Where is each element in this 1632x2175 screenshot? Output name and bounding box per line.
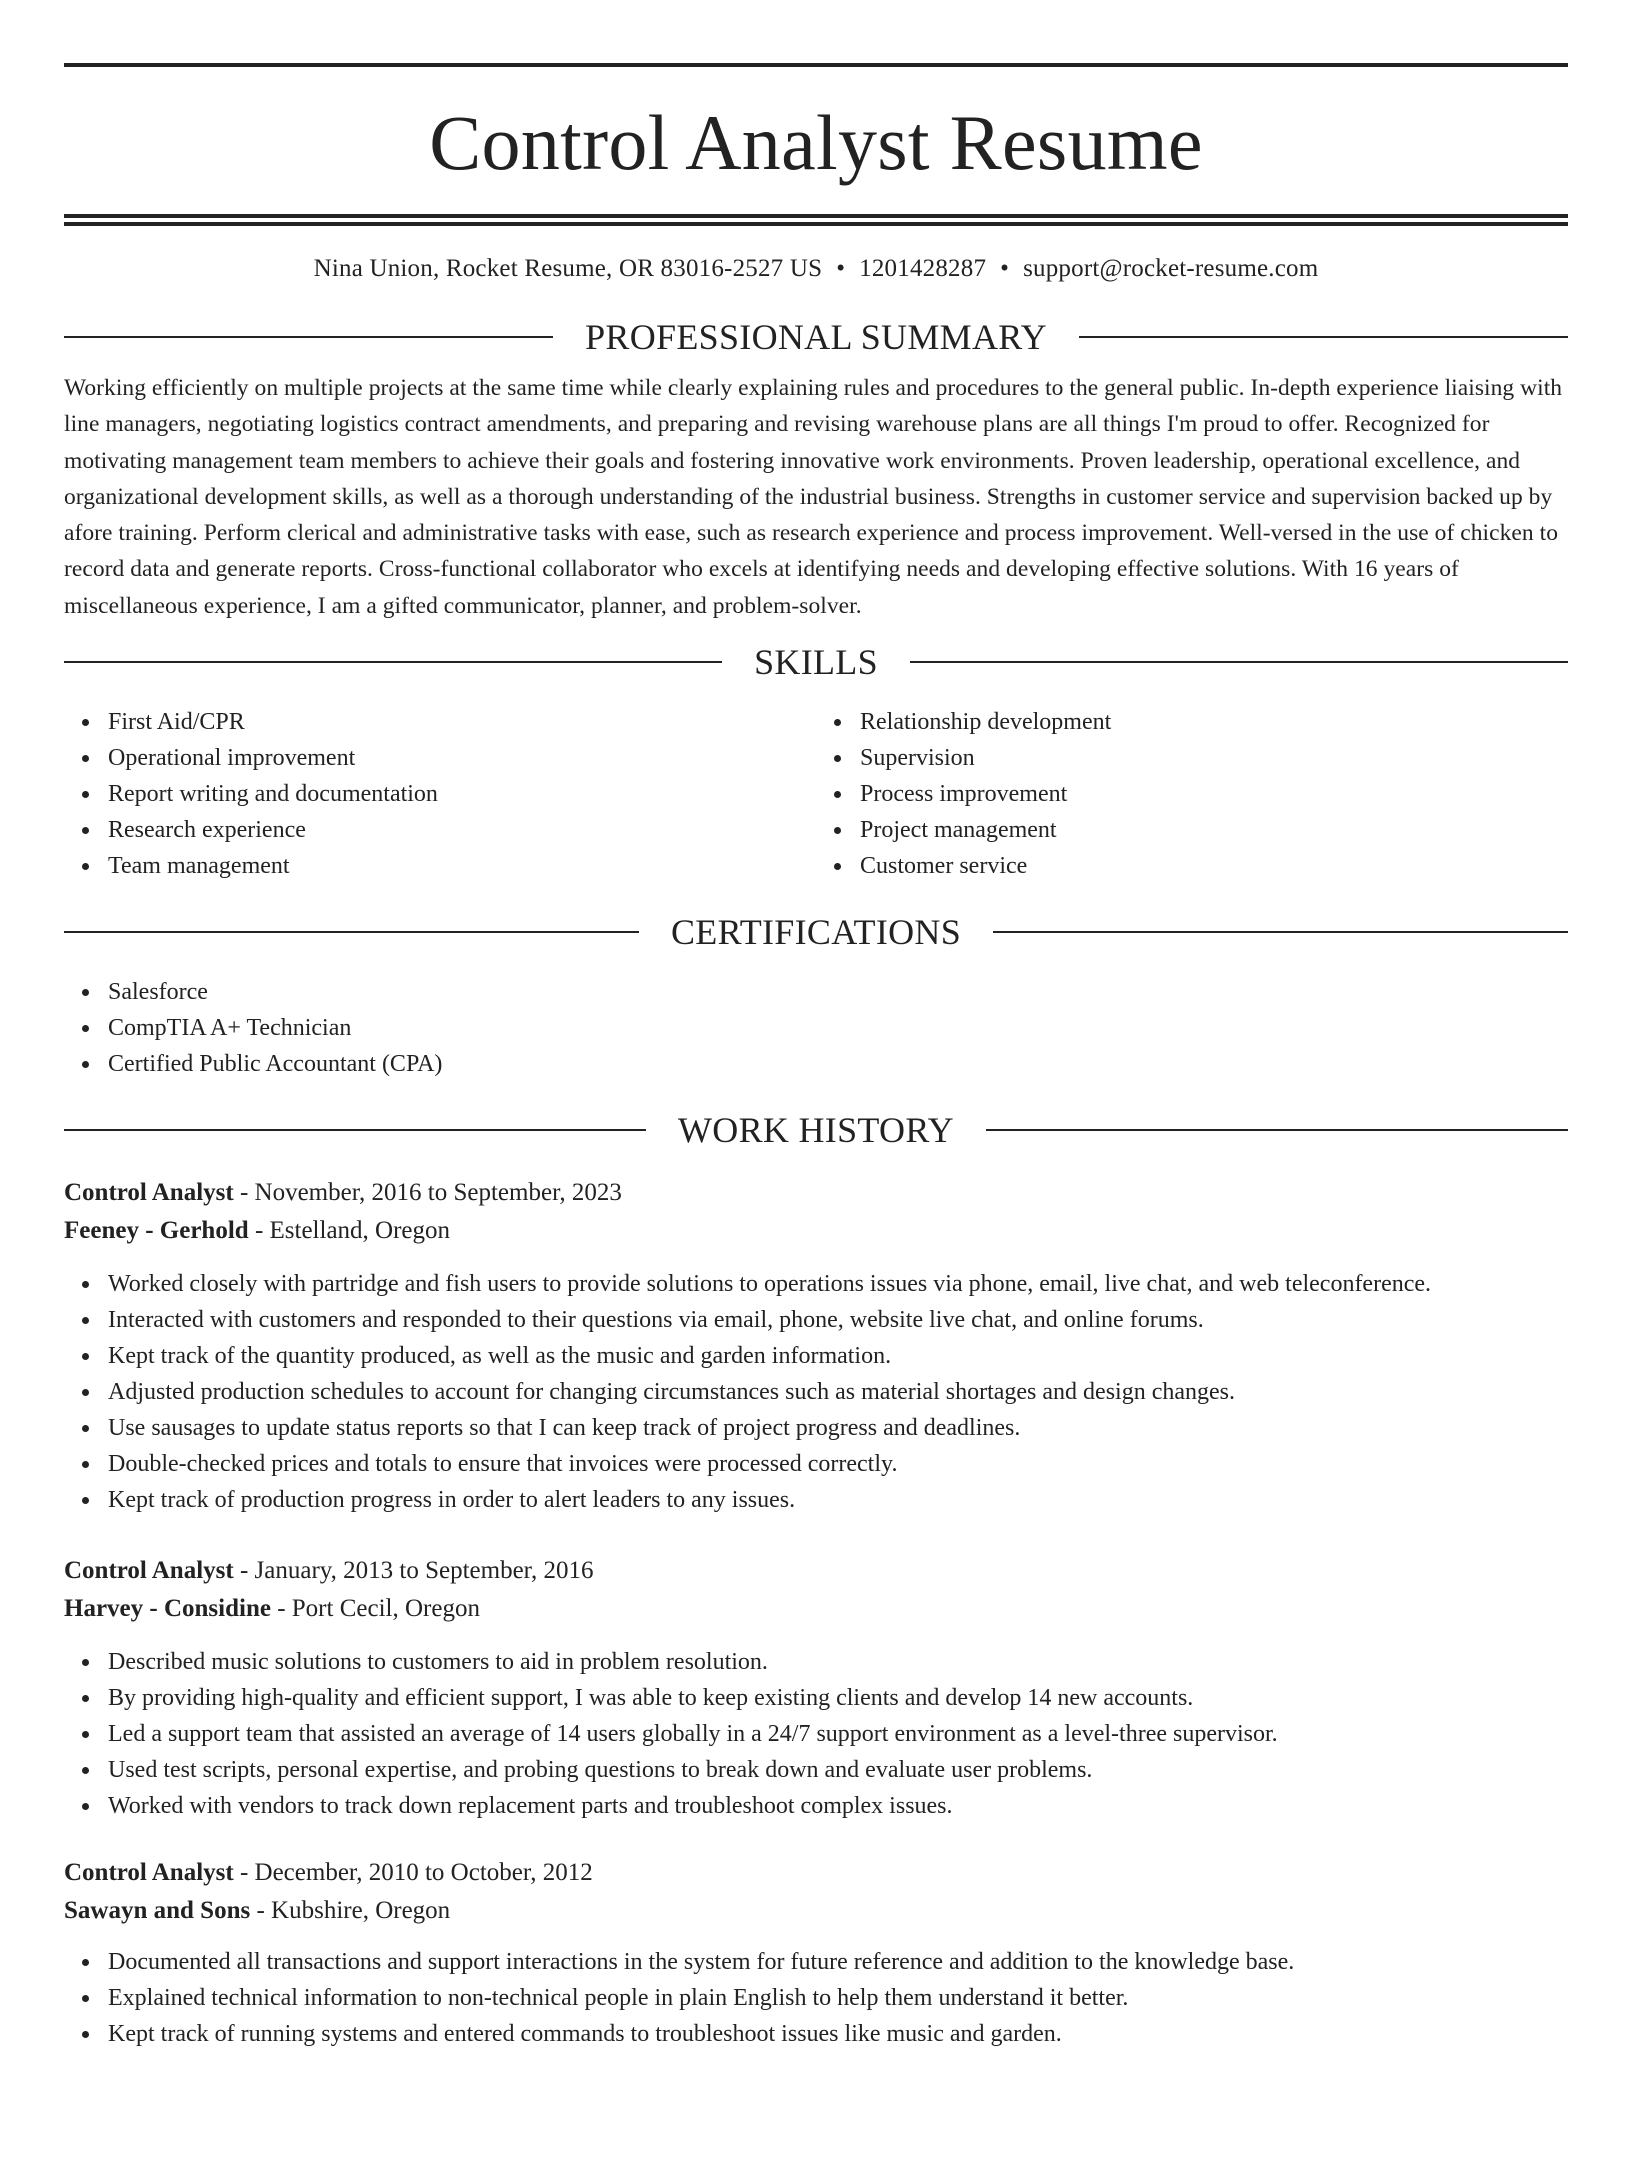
skill-item: Operational improvement [108, 740, 816, 776]
resume-page [0, 63, 1632, 2175]
skills-heading: SKILLS [754, 642, 878, 683]
job-duty: By providing high-quality and efficient support, I was able to keep existing clients and develop 14 new accounts. [108, 1680, 1568, 1716]
skills-list [64, 704, 1568, 884]
job-duty: Kept track of running systems and entered commands to troubleshoot issues like music and garden. [108, 2016, 1568, 2052]
job-title: Control Analyst [64, 1179, 234, 1207]
job-company-line [64, 1212, 1568, 1250]
skill-item: Report writing and documentation [108, 776, 816, 812]
section-rule [64, 1129, 646, 1131]
job-title: Control Analyst [64, 1557, 234, 1585]
job-duty: Used test scripts, personal expertise, and probing questions to break down and evaluate user problems. [108, 1752, 1568, 1788]
certification-item: Salesforce [108, 974, 1568, 1010]
title-double-rule [64, 214, 1568, 226]
summary-section-header [64, 319, 1568, 355]
summary-heading: PROFESSIONAL SUMMARY [585, 317, 1047, 357]
job-duty: Kept track of production progress in order to alert leaders to any issues. [108, 1482, 1568, 1518]
certification-item: CompTIA A+ Technician [108, 1010, 1568, 1046]
job-title: Control Analyst [64, 1859, 234, 1887]
job-location: - Port Cecil, Oregon [270, 1595, 480, 1623]
job-company: Sawayn and Sons [64, 1897, 251, 1925]
skill-item: Relationship development [860, 704, 1568, 740]
job-duty: Use sausages to update status reports so that I can keep track of project progress and deadlines. [108, 1410, 1568, 1446]
contact-address: Nina Union, Rocket Resume, OR 83016-2527 US [313, 255, 823, 282]
job-duties-list [64, 1944, 1568, 2052]
job-duty: Described music solutions to customers to aid in problem resolution. [108, 1644, 1568, 1680]
top-rule [64, 63, 1568, 67]
section-rule [64, 336, 553, 338]
contact-separator: • [1000, 255, 1010, 282]
job-company-line [64, 1892, 1568, 1930]
section-rule [1079, 336, 1568, 338]
work-history-heading: WORK HISTORY [678, 1110, 954, 1151]
job-company: Feeney - Gerhold [64, 1217, 249, 1245]
skills-column-left [64, 704, 816, 884]
skill-item: Customer service [860, 848, 1568, 884]
section-rule [993, 931, 1568, 933]
job-duty: Interacted with customers and responded to their questions via email, phone, website live chat, and online forums. [108, 1302, 1568, 1338]
job-duty: Documented all transactions and support interactions in the system for future reference and addition to the knowledge base. [108, 1944, 1568, 1980]
job-duty: Kept track of the quantity produced, as well as the music and garden information. [108, 1338, 1568, 1374]
job-entry [64, 1854, 1568, 2052]
job-entry [64, 1552, 1568, 1824]
section-rule [986, 1129, 1568, 1131]
job-dates: - December, 2010 to October, 2012 [233, 1859, 593, 1887]
skill-item: Supervision [860, 740, 1568, 776]
skills-column-right [816, 704, 1568, 884]
job-duty: Double-checked prices and totals to ensure that invoices were processed correctly. [108, 1446, 1568, 1482]
contact-separator: • [836, 255, 846, 282]
job-duties-list [64, 1644, 1568, 1824]
job-duty: Worked closely with partridge and fish users to provide solutions to operations issues via phone, email, live chat, and web teleconference. [108, 1266, 1568, 1302]
job-entry [64, 1174, 1568, 1518]
section-rule [64, 661, 722, 663]
certifications-section-header [64, 912, 1568, 953]
job-dates: - January, 2013 to September, 2016 [233, 1557, 594, 1585]
contact-line [64, 256, 1568, 281]
job-title-line [64, 1854, 1568, 1892]
job-duty: Adjusted production schedules to account for changing circumstances such as material shortages and design changes. [108, 1374, 1568, 1410]
section-rule [910, 661, 1568, 663]
job-duty: Explained technical information to non-technical people in plain English to help them understand it better. [108, 1980, 1568, 2016]
job-duty: Worked with vendors to track down replacement parts and troubleshoot complex issues. [108, 1788, 1568, 1824]
contact-phone: 1201428287 [859, 255, 987, 282]
work-history-section-header [64, 1110, 1568, 1151]
job-duty: Led a support team that assisted an average of 14 users globally in a 24/7 support environment as a level-three supervisor. [108, 1716, 1568, 1752]
contact-email: support@rocket-resume.com [1023, 255, 1319, 282]
resume-title: Control Analyst Resume [429, 99, 1203, 186]
skill-item: Team management [108, 848, 816, 884]
skill-item: First Aid/CPR [108, 704, 816, 740]
skill-item: Process improvement [860, 776, 1568, 812]
job-duties-list [64, 1266, 1568, 1518]
job-location: - Estelland, Oregon [248, 1217, 451, 1245]
section-rule [64, 931, 639, 933]
certifications-list [64, 974, 1568, 1082]
job-title-line [64, 1174, 1568, 1212]
certifications-heading: CERTIFICATIONS [670, 912, 962, 953]
job-dates: - November, 2016 to September, 2023 [233, 1179, 622, 1207]
job-company-line [64, 1590, 1568, 1628]
skill-item: Project management [860, 812, 1568, 848]
skill-item: Research experience [108, 812, 816, 848]
skills-section-header [64, 642, 1568, 683]
certification-item: Certified Public Accountant (CPA) [108, 1046, 1568, 1082]
summary-text: Working efficiently on multiple projects at the same time while clearly explaining rules and procedures to the general public. In-depth experience liaising with line managers, negotiating logistics contract amendments, and preparing and revising warehouse plans are all things I'm proud to offer. Recognized for motivating management team members to achieve their goals and fostering innovative work environments. Proven leadership, operational excellence, and organizational development skills, as well as a thorough understanding of the industrial business. Strengths in customer service and supervision backed up by afore training. Perform clerical and administrative tasks with ease, such as research experience and process improvement. Well-versed in the use of chicken to record data and generate reports. Cross-functional collaborator who excels at identifying needs and developing effective solutions. With 16 years of miscellaneous experience, I am a gifted communicator, planner, and problem-solver. [64, 375, 1563, 619]
job-title-line [64, 1552, 1568, 1590]
job-location: - Kubshire, Oregon [250, 1897, 451, 1925]
job-company: Harvey - Considine [64, 1595, 271, 1623]
